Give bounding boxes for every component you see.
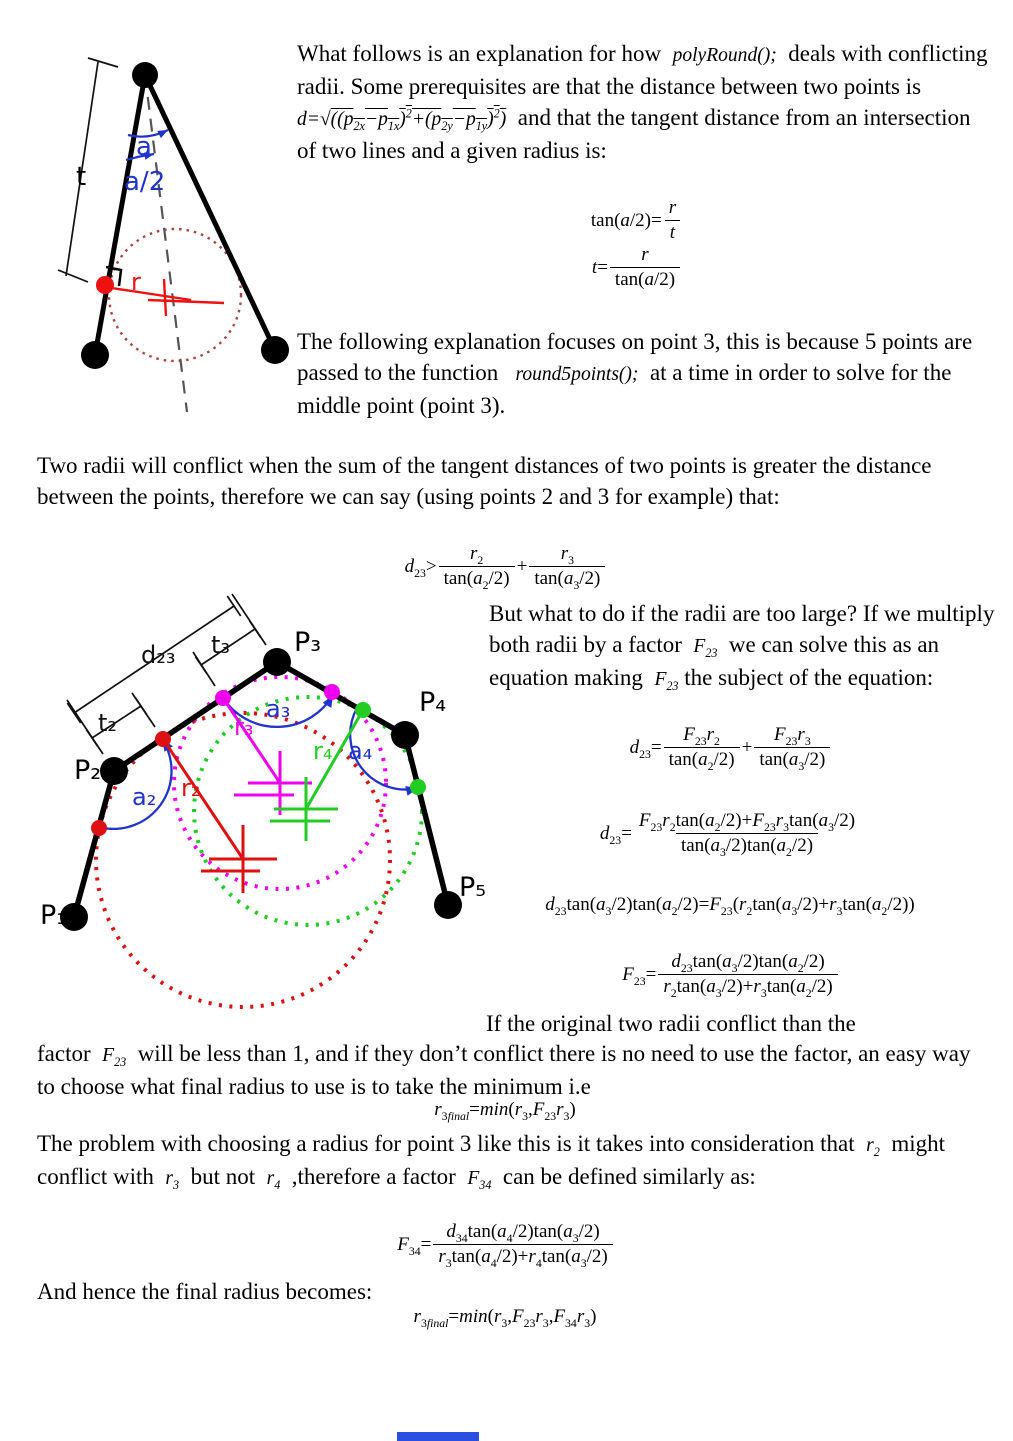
paragraph-conflict: Two radii will conflict when the sum of the tangent distances of two points is greater the distance between the points, therefore we can say (using points 2 and 3 for example) that: (37, 453, 932, 509)
formula-f23: $F_{23}=$ $\frac{d_{23}\tan(a_3/2)\tan(a_2/2)}{r_2\tan(a_3/2)+r_3\tan(a_2/2)}$ (590, 951, 870, 998)
formula-d23-inequality: $d_{23}>$ $\frac{r_2}{\tan(a_2/2)}$ + $\frac{r_3}{\tan(a_3/2)}$ (385, 543, 625, 590)
paragraph-intro: What follows is an explanation for how polyRound(); deals with conflicting radii. Some prerequisites are that the distance between two points is $d=√((p_{2x}-p_{1x})^2+(p_{2y}-p_{1y})^2)$ and that the tangent distance from an intersection of two lines and a given radius is: (297, 41, 988, 163)
formula-f34: $F_{34}=$ $\frac{d_{34}\tan(a_4/2)\tan(a_3/2)}{r_3\tan(a_4/2)+r_4\tan(a_3/2)}$ (365, 1221, 645, 1268)
radius-r4-line (270, 710, 363, 841)
formula-d23-single-fraction: $d_{23}=$ $\frac{F_{23}r_2\tan(a_2/2)+F_{23}r_3\tan(a_3/2)}{\tan(a_3/2)\tan(a_2/2)}$ (599, 810, 856, 859)
label-t2: t₂ (98, 709, 118, 737)
label-a: a (136, 132, 152, 162)
point-p2-dot (100, 757, 128, 785)
tangent-dot-magenta-2 (324, 684, 340, 700)
label-r: r (131, 268, 141, 296)
label-p1: P₁ (40, 900, 68, 931)
t-dimension (58, 58, 118, 282)
polyline-p1-p5 (74, 662, 448, 917)
formula-d23-expanded: $d_{23}\tan(a_3/2)\tan(a_2/2)=F_{23}(r_2\tan(a_3/2)+r_3\tan(a_2/2))$ (545, 894, 915, 918)
label-t: t (76, 162, 87, 192)
left-edge-line (95, 75, 145, 355)
angle-bisector-line (145, 75, 187, 412)
tangent-distance-diagram (36, 50, 304, 422)
label-r3: r₃ (234, 713, 254, 741)
label-r4: r₄ (313, 737, 333, 765)
label-p2: P₂ (74, 755, 102, 786)
bottom-blue-bar (397, 1432, 479, 1441)
tangent-point-dot (96, 276, 114, 294)
bottom-left-dot (81, 341, 109, 369)
tangent-dot-green-2 (410, 779, 426, 795)
circle-r4 (194, 697, 422, 925)
point-p3-dot (263, 648, 291, 676)
tangent-circle (109, 229, 241, 361)
paragraph-focus-point3: The following explanation focuses on point 3, this is because 5 points are passed to the function round5points(); at a time in order to solve for the middle point (point 3). (297, 329, 973, 418)
tangent-dot-red-1 (91, 820, 107, 836)
paragraph-original-conflict-rest: factor $F_{23}$ will be less than 1, and if they don’t conflict there is no need to use the factor, an easy way to choose what final radius to use is to take the minimum i.e (37, 1041, 971, 1099)
formula-t-def: t= $\frac{r}{\tan(a/2)}$ (526, 244, 746, 291)
label-d23: d₂₃ (141, 641, 176, 669)
label-a-half: a/2 (124, 167, 166, 197)
formula-d23-sum: $d_{23}=$ $\frac{F_{23}r_2}{\tan(a_2/2)}$ + $\frac{F_{23}r_3}{\tan(a_3/2)}$ (590, 724, 870, 771)
formula-tan-half: tan(a/2)= $\frac{r}{t}$ (526, 197, 746, 244)
radius-construction (105, 279, 224, 316)
tangent-dot-red-2 (155, 731, 171, 747)
tangent-dot-magenta-1 (215, 690, 231, 706)
label-a4: a₄ (348, 737, 373, 765)
point-p5-dot (434, 891, 462, 919)
bottom-right-dot (261, 336, 289, 364)
formula-r3final-min: $r_{3final}=\min(r_3,F_{23}r_3)$ (434, 1099, 576, 1123)
label-a2: a₂ (132, 783, 157, 811)
label-a3: a₃ (266, 695, 291, 723)
paragraph-too-large: But what to do if the radii are too large? If we multiply both radii by a factor $F_{23}$ we can solve this as an equation making $F_{23}$ the subject of the equation: (489, 601, 995, 693)
tangent-dot-green-1 (355, 702, 371, 718)
label-p5: P₅ (459, 872, 487, 903)
polyline-rounding-diagram (28, 593, 493, 1033)
label-p4: P₄ (419, 687, 447, 718)
radius-r2-line (163, 739, 277, 893)
paragraph-problem: The problem with choosing a radius for point 3 like this is it takes into consideration that $r_2$ might conflict with $r_3$ but not $r_4$ ,therefore a factor $F_{34}$ can be defined similarly as: (37, 1131, 945, 1192)
point-p4-dot (391, 721, 419, 749)
paragraph-hence: And hence the final radius becomes: (37, 1279, 373, 1304)
vertex-dot (132, 62, 158, 88)
formula-r3final-min-final: $r_{3final}=\min(r_3,F_{23}r_3,F_{34}r_3)$ (413, 1306, 597, 1330)
paragraph-original-conflict-line1: If the original two radii conflict than the (486, 1011, 856, 1036)
label-r2: r₂ (181, 774, 201, 802)
label-t3: t₃ (211, 631, 231, 659)
label-p3: P₃ (294, 627, 322, 658)
